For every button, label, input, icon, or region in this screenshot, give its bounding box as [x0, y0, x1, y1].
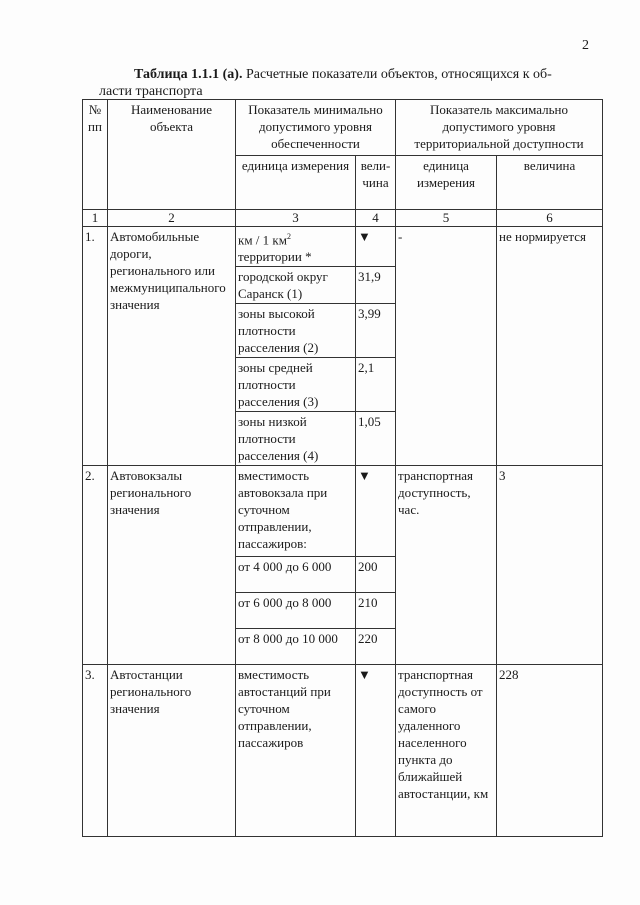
- row-value2: 3: [497, 466, 603, 665]
- col-number-5: 5: [396, 210, 497, 227]
- header-max-group: Показатель максимально допустимого уровня территориальной доступности: [396, 100, 603, 156]
- col-number-1: 1: [83, 210, 108, 227]
- header-name: Наименование объекта: [108, 100, 236, 210]
- row-num: 1.: [83, 227, 108, 466]
- subrow-label: зоны низкой плотности расселения (4): [236, 412, 356, 466]
- row-value2: не нормируется: [497, 227, 603, 466]
- subrow-value: 3,99: [356, 304, 396, 358]
- row-num: 3.: [83, 665, 108, 837]
- header-unit: единица измерения: [236, 156, 356, 210]
- subrow-label: зоны высокой плотности расселения (2): [236, 304, 356, 358]
- subrow-value: 31,9: [356, 267, 396, 304]
- table-row: [83, 227, 603, 267]
- caption-label: Таблица 1.1.1 (а).: [134, 67, 243, 82]
- subrow-value: 210: [356, 593, 396, 629]
- col-number-2: 2: [108, 210, 236, 227]
- row-unit2: транспортная доступность от самого удаленного населенного пункта до ближайшей автостанции, км: [396, 665, 497, 837]
- row-name: Автовокзалы регионального значения: [108, 466, 236, 665]
- row-unit2: -: [396, 227, 497, 466]
- page-number: 2: [582, 38, 589, 53]
- subrow-label: от 8 000 до 10 000: [236, 629, 356, 665]
- triangle-marker: ▼: [356, 466, 396, 557]
- triangle-marker: ▼: [356, 227, 396, 267]
- header-value2: величина: [497, 156, 603, 210]
- row-unit2: транспортная доступность, час.: [396, 466, 497, 665]
- col-number-3: 3: [236, 210, 356, 227]
- col-number-4: 4: [356, 210, 396, 227]
- subrow-value: 200: [356, 557, 396, 593]
- header-min-group: Показатель минимально допустимого уровня обеспеченности: [236, 100, 396, 156]
- col-number-6: 6: [497, 210, 603, 227]
- header-value-short: вели-чина: [356, 156, 396, 210]
- table-caption: [82, 66, 602, 100]
- triangle-marker: ▼: [356, 665, 396, 837]
- row-name: Автомобильные дороги, регионального или межмуниципального значения: [108, 227, 236, 466]
- transport-indicators-table: [82, 99, 603, 837]
- caption-text-line2: ласти транспорта: [99, 84, 203, 99]
- subrow-label: городской округ Саранск (1): [236, 267, 356, 304]
- subrow-value: 220: [356, 629, 396, 665]
- subrow-label: от 6 000 до 8 000: [236, 593, 356, 629]
- subrow-value: 2,1: [356, 358, 396, 412]
- row-value2: 228: [497, 665, 603, 837]
- row-num: 2.: [83, 466, 108, 665]
- header-num: № пп: [83, 100, 108, 210]
- table-row: [83, 665, 603, 837]
- subrow-label: зоны средней плотности расселения (3): [236, 358, 356, 412]
- header-unit2: единица измерения: [396, 156, 497, 210]
- row-unit-main: км / 1 $км^2$ территории *: [236, 227, 356, 267]
- row-unit-main: вместимость автостанций при суточном отправлении, пассажиров: [236, 665, 356, 837]
- subrow-value: 1,05: [356, 412, 396, 466]
- caption-text-line1: Расчетные показатели объектов, относящихся к об-: [245, 67, 552, 82]
- subrow-label: от 4 000 до 6 000: [236, 557, 356, 593]
- table-row: [83, 466, 603, 557]
- row-unit-main: вместимость автовокзала при суточном отправлении, пассажиров:: [236, 466, 356, 557]
- row-name: Автостанции регионального значения: [108, 665, 236, 837]
